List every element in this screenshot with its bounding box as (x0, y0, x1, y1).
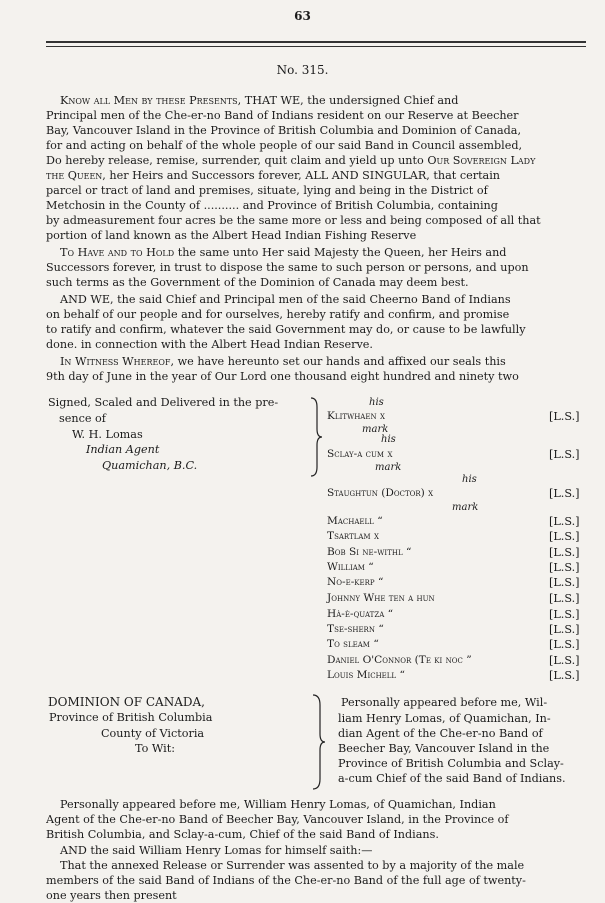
intro-line-10: portion of land known as the Albert Head Indian Fishing Reserve (46, 229, 417, 242)
signatory-name: William “ (327, 561, 374, 573)
signed-line-1: Signed, Scaled and Delivered in the pre- (48, 396, 279, 409)
intro-line-8: Metchosin in the County of .......... and Province of British Columbia, containing (46, 199, 498, 212)
appeared-right-line: Province of British Columbia and Sclay- (338, 757, 564, 770)
signed-line-2: sence of (59, 412, 106, 425)
mark-mark-2: mark (375, 462, 402, 473)
appeared-right-line: Personally appeared before me, Wil- (341, 696, 548, 709)
seal-mark: [L.S.] (549, 515, 580, 528)
habendum-line-2: Successors forever, in trust to dispose the same to such person or persons, and upon (46, 261, 529, 274)
dominion-line-1: DOMINION OF CANADA, (48, 695, 205, 709)
signatory-name: No-e-kerp “ (327, 576, 384, 588)
habendum-line-3: such terms as the Government of the Dominion of Canada may deem best. (46, 276, 469, 289)
andwe-line-1 (46, 292, 586, 307)
signatory-name: Tsartlam x (327, 530, 379, 542)
seal-mark: [L.S.] (549, 623, 580, 636)
final-line-2: Agent of the Che-er-no Band of Beecher Bay, Vancouver Island, in the Province of (46, 813, 509, 826)
signatory-name: Bob Si ne-withl “ (327, 546, 412, 558)
mark-his-3: his (462, 474, 477, 485)
witness-line-1 (46, 354, 586, 369)
witness-line-1-text: we have hereunto set our hands and affixed our seals this (174, 355, 506, 368)
intro-line-5 (46, 153, 586, 168)
signed-brace (309, 397, 323, 477)
mark-mark-3: mark (452, 502, 479, 513)
final-line-6: members of the said Band of Indians of the Che-er-no Band of the full age of twenty- (46, 874, 526, 887)
signatory-name: Staughtun (Doctor) x (327, 487, 434, 499)
intro-line-1-text: THAT WE, the undersigned Chief and (241, 94, 459, 107)
seal-mark: [L.S.] (549, 530, 580, 543)
appeared-right-line: liam Henry Lomas, of Quamichan, In- (338, 712, 551, 725)
final-line-5-text: That the annexed Release or Surrender was assented to by a majority of the male (60, 859, 525, 872)
seal-mark: [L.S.] (549, 487, 580, 500)
seal-mark: [L.S.] (549, 669, 580, 682)
seal-mark: [L.S.] (549, 448, 580, 461)
page-number: 63 (294, 9, 311, 23)
dominion-brace (311, 694, 327, 790)
final-line-4 (46, 843, 586, 858)
seal-mark: [L.S.] (549, 546, 580, 559)
signatory-name: Louis Michell “ (327, 669, 405, 681)
final-line-1-text: Personally appeared before me, William Henry Lomas, of Quamichan, Indian (60, 798, 496, 811)
signatory-name: Machaell “ (327, 515, 383, 527)
intro-line-5-text: Do hereby release, remise, surrender, quit claim and yield up unto (46, 154, 424, 167)
header-rule-bottom (46, 46, 586, 47)
habendum-line-1-text: the same unto Her said Majesty the Queen, her Heirs and (174, 246, 507, 259)
signatory-name: Hà-è-quatza “ (327, 608, 394, 620)
dominion-line-2: Province of British Columbia (49, 711, 213, 724)
final-line-7: one years then present (46, 889, 177, 902)
intro-line-7: parcel or tract of land and premises, situate, lying and being in the District of (46, 184, 488, 197)
habendum-line-1 (46, 245, 586, 260)
witness-place: Quamichan, B.C. (102, 459, 198, 472)
intro-line-3: Bay, Vancouver Island in the Province of British Columbia and Dominion of Canada, (46, 124, 522, 137)
witness-title: Indian Agent (86, 443, 160, 456)
signatory-name: Daniel O'Connor (Te ki noc ” (327, 654, 472, 666)
mark-mark-1: mark (362, 424, 389, 435)
habendum-opening: To Have and to Hold (60, 246, 175, 259)
seal-mark: [L.S.] (549, 608, 580, 621)
andwe-line-3: to ratify and confirm, whatever the said Government may do, or cause to be lawfully (46, 323, 526, 336)
witness-opening: In Witness Whereof, (60, 355, 175, 368)
signatory-name: To sleam “ (327, 638, 379, 650)
signatory-name: Klitwhaen x (327, 410, 385, 422)
final-line-1 (46, 797, 586, 812)
andwe-line-1-text: AND WE, the said Chief and Principal men of the said Cheerno Band of Indians (60, 293, 511, 306)
seal-mark: [L.S.] (549, 410, 580, 423)
intro-line-4: for and acting on behalf of the whole people of our said Band in Council assembled, (46, 139, 523, 152)
intro-line-1 (46, 93, 586, 108)
signatory-name: Johnny Whe ten a hun (327, 592, 435, 604)
header-rule-top (46, 41, 586, 43)
intro-sovereign: Our Sovereign Lady (427, 154, 536, 167)
intro-opening: Know all Men by these Presents, (60, 94, 242, 107)
andwe-line-2: on behalf of our people and for ourselves, hereby ratify and confirm, and promise (46, 308, 510, 321)
final-line-3: British Columbia, and Sclay-a-cum, Chief of the said Band of Indians. (46, 828, 439, 841)
document-title: No. 315. (276, 63, 329, 77)
seal-mark: [L.S.] (549, 576, 580, 589)
mark-his-1: his (369, 397, 384, 408)
mark-his-2: his (381, 434, 396, 445)
dominion-line-4: To Wit: (135, 742, 176, 755)
appeared-right-line: Beecher Bay, Vancouver Island in the (338, 742, 550, 755)
intro-line-2: Principal men of the Che-er-no Band of Indians resident on our Reserve at Beecher (46, 109, 519, 122)
witness-line-2: 9th day of June in the year of Our Lord one thousand eight hundred and ninety two (46, 370, 519, 383)
final-line-5 (46, 858, 586, 873)
appeared-right-line: a-cum Chief of the said Band of Indians. (338, 772, 566, 785)
seal-mark: [L.S.] (549, 561, 580, 574)
signatory-name: Tse-shern “ (327, 623, 384, 635)
seal-mark: [L.S.] (549, 592, 580, 605)
intro-line-6 (46, 168, 586, 183)
appeared-right-line: dian Agent of the Che-er-no Band of (338, 727, 543, 740)
seal-mark: [L.S.] (549, 638, 580, 651)
seal-mark: [L.S.] (549, 654, 580, 667)
final-line-4-text: AND the said William Henry Lomas for himself saith:— (60, 844, 373, 857)
andwe-line-4: done. in connection with the Albert Head Indian Reserve. (46, 338, 373, 351)
witness-name: W. H. Lomas (72, 428, 143, 441)
intro-line-6-text: her Heirs and Successors forever, ALL AND SINGULAR, that certain (105, 169, 501, 182)
signatory-name: Sclay-a cum x (327, 448, 393, 460)
dominion-line-3: County of Victoria (101, 727, 205, 740)
intro-queen: the Queen, (46, 169, 106, 182)
intro-line-9: by admeasurement four acres be the same more or less and being composed of all that (46, 214, 541, 227)
